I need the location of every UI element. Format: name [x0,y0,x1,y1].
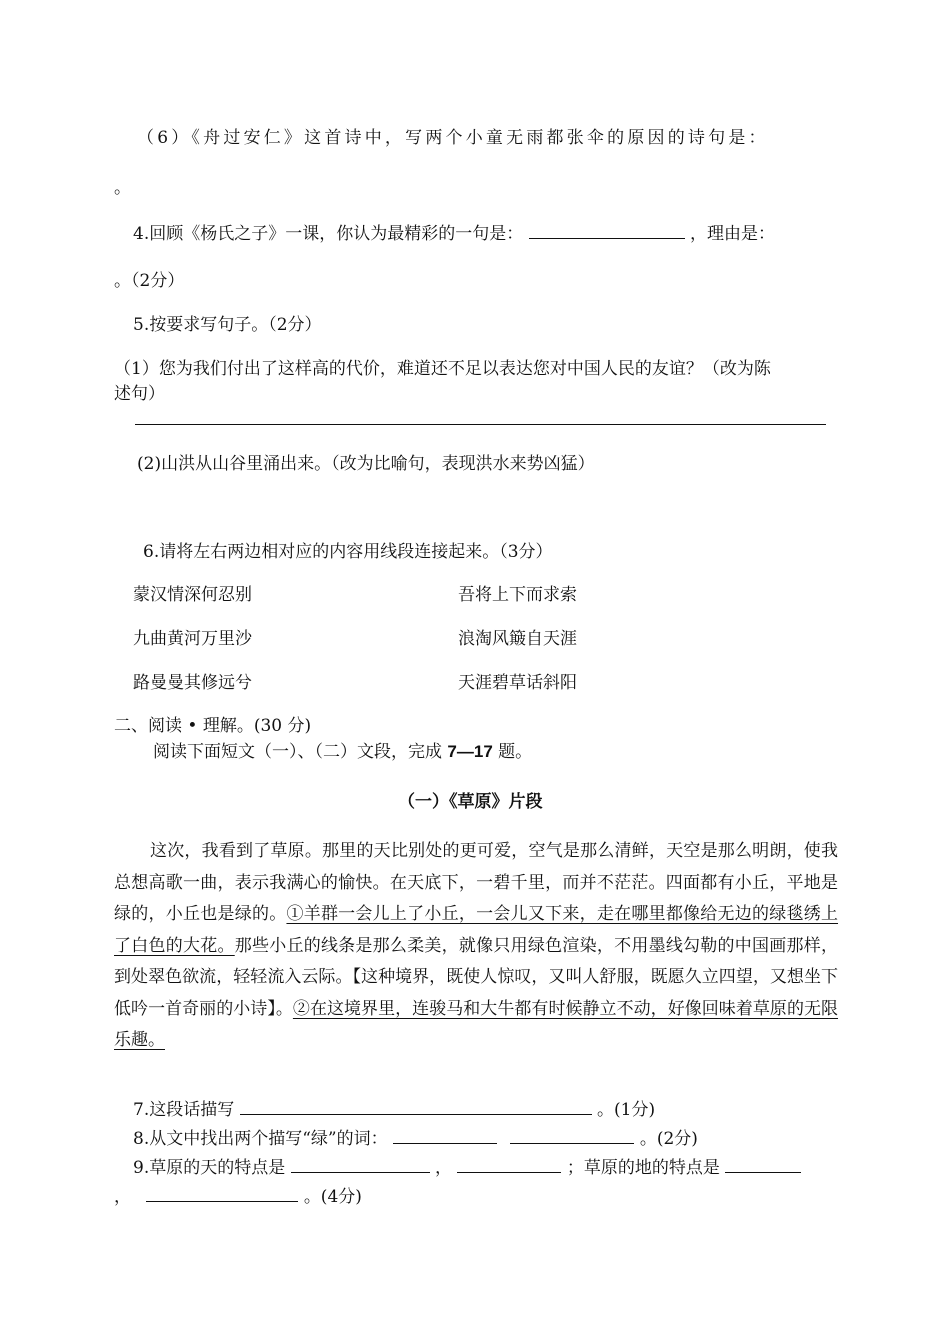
question-8 [133,1125,698,1151]
answer-blank[interactable] [393,1125,497,1144]
passage-text: 那些小丘的线条是那么柔美，就像只用绿色渲染，不用墨线勾勒的中国画那样，到处翠色欲流，轻轻流入云际。【这种境界，既使人惊叹，又叫人舒服，既愿久立四望，又想坐下低吟一首奇丽的小诗】。 [114,935,839,1019]
answer-blank[interactable] [146,1183,298,1202]
separator: ， [435,1158,453,1178]
answer-line[interactable] [135,424,826,425]
question-9-text-2: ；草原的地的特点是 [566,1158,720,1178]
question-5-title: 5.按要求写句子。（2分） [133,315,322,335]
question-9-points: 。(4分) [303,1187,362,1207]
question-5-1: （1）您为我们付出了这样高的代价，难道还不足以表达您对中国人民的友谊？（改为陈 [114,359,771,379]
answer-blank[interactable] [529,220,685,239]
section-2-instructions [153,740,532,764]
question-7-points: 。(1分) [597,1100,656,1120]
match-right-item[interactable]: 吾将上下而求索 [458,585,577,605]
question-4-mid: ，理由是： [690,224,776,244]
question-5-1-cont: 述句） [114,384,165,404]
question-4-end: 。（2分） [114,271,185,291]
question-3-6-end: 。 [114,178,131,198]
underlined-sentence-2: ②在这境界里，连骏马和大牛都有时候静立不动，好像回味着草原的无限乐趣。 [114,998,839,1050]
match-right-item[interactable]: 浪淘风簸自天涯 [458,629,577,649]
question-4 [133,220,775,246]
match-right-item[interactable]: 天涯碧草话斜阳 [458,673,577,693]
match-left-item[interactable]: 路曼曼其修远兮 [133,673,252,693]
separator: ， [114,1187,131,1207]
passage-text: 这次，我看到了草原。那里的天比别处的更可爱，空气是那么清鲜，天空是那么明朗，使我总想高歌一曲，表示我满心的愉快。在天底下，一碧千里，而并不茫茫。四面都有小丘，平地是绿的，小丘也是绿的。 [114,841,838,924]
question-5-2: (2)山洪从山谷里涌出来。（改为比喻句，表现洪水来势凶猛） [137,454,595,474]
passage-heading: （一）《草原》片段 [398,792,543,812]
question-8-points: 。(2分) [639,1129,698,1149]
question-6-title: 6.请将左右两边相对应的内容用线段连接起来。（3分） [143,542,553,562]
answer-blank[interactable] [510,1125,634,1144]
question-range: 7—17 [447,742,493,761]
underlined-sentence-1: ①羊群一会儿上了小丘，一会儿又下来，走在哪里都像给无边的绿毯绣上了白色的大花。 [114,904,839,956]
question-3-6: （6）《舟过安仁》这首诗中，写两个小童无雨都张伞的原因的诗句是： [137,128,769,148]
answer-blank[interactable] [291,1154,430,1173]
passage-body [114,836,838,1057]
question-4-text: 4.回顾《杨氏之子》一课，你认为最精彩的一句是： [133,224,524,244]
answer-blank[interactable] [725,1154,801,1173]
match-left-item[interactable]: 蒙汉情深何忍别 [133,585,252,605]
answer-blank[interactable] [457,1154,561,1173]
question-8-text: 8.从文中找出两个描写“绿”的词： [133,1129,388,1149]
question-7-text: 7.这段话描写 [133,1100,235,1120]
question-9 [133,1154,801,1180]
question-9-text: 9.草原的天的特点是 [133,1158,286,1178]
instructions-text: 阅读下面短文（一）、（二）文段，完成 [153,742,448,762]
question-9-cont [114,1183,362,1209]
answer-blank[interactable] [240,1096,592,1115]
question-7 [133,1096,655,1122]
section-2-title: 二、阅读 • 理解。(30 分) [114,716,312,736]
match-left-item[interactable]: 九曲黄河万里沙 [133,629,252,649]
instructions-text-end: 题。 [492,742,533,762]
